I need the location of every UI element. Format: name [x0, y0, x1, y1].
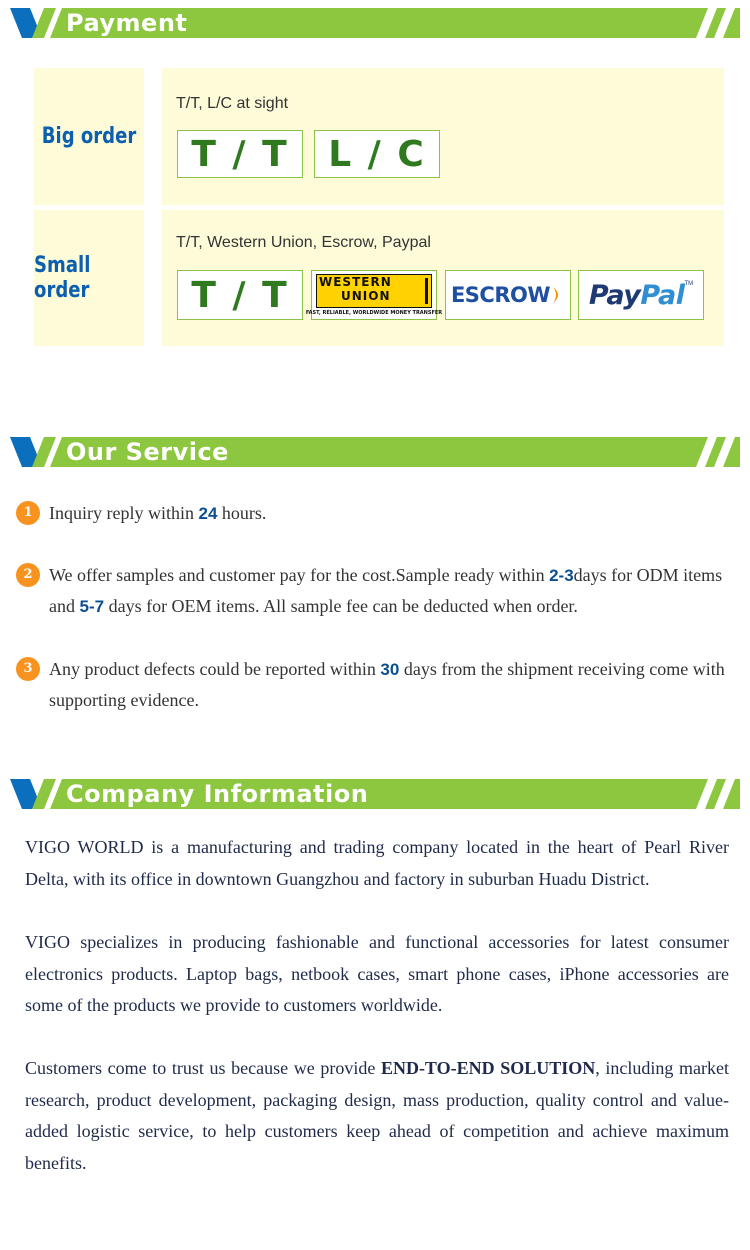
number-badge-icon: 1 — [16, 501, 40, 525]
payment-header — [8, 8, 740, 38]
small-order-description: T/T, Western Union, Escrow, Paypal — [176, 234, 431, 251]
small-order-cell — [162, 210, 724, 346]
service-text-3: Any product defects could be reported within 30 days from the shipment receiving come with supporting evidence. — [49, 659, 725, 710]
escrow-arrow-icon — [551, 285, 565, 305]
company-paragraph-1: VIGO WORLD is a manufacturing and trading company located in the heart of Pearl River Delta, with its office in downtown Guangzhou and factory in suburban Huadu District. — [25, 837, 729, 889]
company-header — [8, 779, 740, 809]
service-text-2: We offer samples and customer pay for the cost.Sample ready within 2-3days for ODM items and 5-7 days for OEM items. All sample fee can be deducted when order. — [49, 565, 723, 616]
lc-logo: L / C — [314, 130, 440, 178]
service-header — [8, 437, 740, 467]
paypal-logo: Pay Pal ™ — [578, 270, 704, 320]
service-title: Our Service — [66, 438, 229, 466]
payment-table — [22, 68, 724, 346]
tt-logo: T / T — [177, 130, 303, 178]
western-union-logo: WESTERN UNION FAST, RELIABLE, WORLDWIDE MONEY TRANSFER — [311, 270, 437, 320]
big-order-row — [22, 68, 724, 205]
small-order-row — [22, 210, 724, 346]
big-order-cell — [162, 68, 724, 205]
company-paragraph-2: VIGO specializes in producing fashionable and functional accessories for latest consumer electronics products. Laptop bags, netbook cases, smart phone cases, iPhone accessories are some of the products we provide to customers worldwide. — [25, 932, 729, 1015]
payment-title: Payment — [66, 9, 188, 37]
escrow-logo: ESCROW — [445, 270, 571, 320]
tt-logo-small: T / T — [177, 270, 303, 320]
number-badge-icon: 3 — [16, 657, 40, 681]
big-order-description: T/T, L/C at sight — [176, 95, 289, 112]
big-order-label: Big order — [34, 68, 144, 205]
western-union-badge: WESTERN UNION — [316, 274, 432, 308]
company-paragraph-3: Customers come to trust us because we provide END-TO-END SOLUTION, including market research, product development, packaging design, mass production, quality control and value-added logistic service, to help customers keep ahead of competition and achieve maximum benefits. — [25, 1058, 730, 1173]
number-badge-icon: 2 — [16, 563, 40, 587]
company-title: Company Information — [66, 780, 369, 808]
small-order-label: Small order — [34, 210, 144, 346]
service-text-1: Inquiry reply within 24 hours. — [49, 503, 267, 523]
